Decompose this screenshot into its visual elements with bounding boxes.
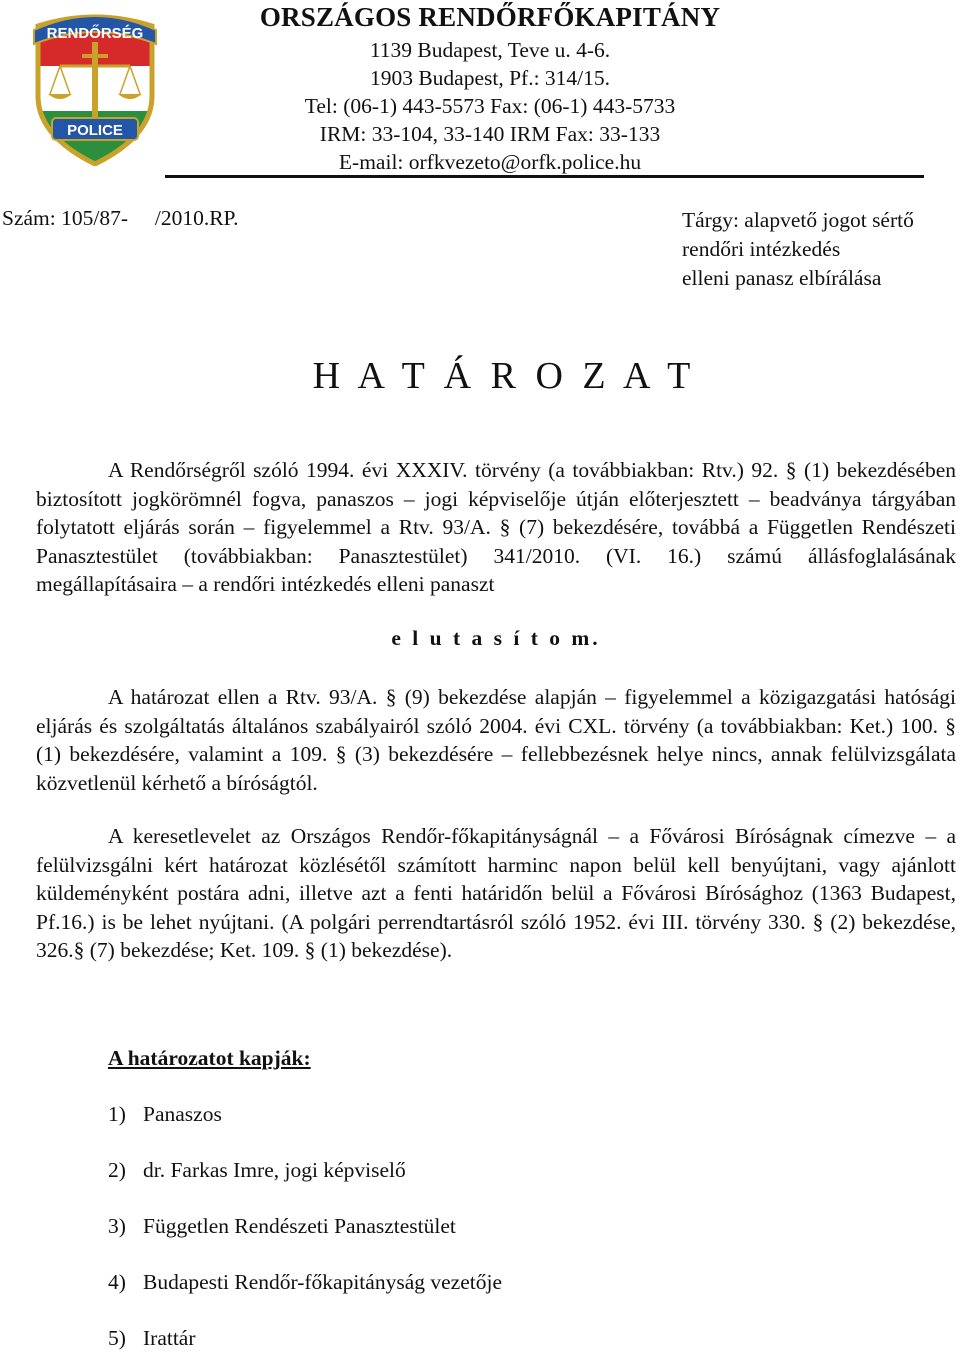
document-title: H A T Á R O Z A T [312, 355, 696, 397]
decision-statement: e l u t a s í t o m. [391, 626, 601, 650]
body-paragraph: A határozat ellen a Rtv. 93/A. § (9) bekezdése alapján – figyelemmel a közigazgatási hatósági eljárás és szolgáltatás általános szabályairól szóló 2004. évi CXL. törvény (a továbbiakban: Ket.) 100. § (1) bekezdésére, valamint a 109. § (3) bekezdésére – fellebbezésnek helye nincs, annak felülvizsgálata közvetlenül kérhető a bíróságtól. [36, 685, 956, 795]
recipient-name: Független Rendészeti Panasztestület [143, 1214, 456, 1238]
recipients-heading: A határozatot kapják: [108, 1046, 311, 1070]
recipient-number: 5) [108, 1326, 126, 1350]
recipient-item [108, 1270, 502, 1295]
subject-line: elleni panasz elbírálása [682, 266, 882, 290]
logo-top-text: RENDŐRSÉG [46, 25, 144, 42]
subject-block [682, 206, 957, 293]
organization-name: ORSZÁGOS RENDŐRFŐKAPITÁNY [259, 2, 721, 32]
recipient-number: 1) [108, 1102, 126, 1126]
subject-line: Tárgy: alapvető jogot sértő [682, 208, 914, 232]
recipient-number: 4) [108, 1270, 126, 1294]
recipient-number: 2) [108, 1158, 126, 1182]
email-line: E-mail: orfkvezeto@orfk.police.hu [338, 150, 642, 174]
header-divider [165, 175, 924, 178]
logo-bottom-text: POLICE [67, 122, 123, 139]
body-paragraph: A Rendőrségről szóló 1994. évi XXXIV. törvény (a továbbiakban: Rtv.) 92. § (1) bekezdésében biztosított jogkörömnél fogva, panaszos – jogi képviselője útján előterjesztett – beadványa tárgyában folytatott eljárás során – figyelemmel a Rtv. 93/A. § (7) bekezdésére, továbbá a Független Rendészeti Panasztestület (továbbiakban: Panasztestület) 341/2010. (VI. 16.) számú állásfoglalásának megállapításaira – a rendőri intézkedés elleni panaszt [36, 458, 956, 596]
recipient-name: Budapesti Rendőr-főkapitányság vezetője [143, 1270, 502, 1294]
irm-line: IRM: 33-104, 33-140 IRM Fax: 33-133 [319, 122, 661, 146]
recipient-item [108, 1102, 222, 1127]
police-emblem-logo [30, 6, 160, 166]
body-paragraph: A keresetlevelet az Országos Rendőr-főkapitányságnál – a Fővárosi Bíróságnak címezve – a felülvizsgálni kért határozat közlésétől számított harminc napon belül kell benyújtani, vagy ajánlott küldeményként postára adni, illetve azt a fenti határidőn belül a Fővárosi Bírósághoz (1363 Budapest, Pf.16.) is be lehet nyújtani. (A polgári perrendtartásról szóló 1952. évi III. törvény 330. § (2) bekezdése, 326.§ (7) bekezdése; Ket. 109. § (1) bekezdése). [36, 824, 956, 962]
address-line: 1139 Budapest, Teve u. 4-6. [369, 38, 611, 62]
recipient-item [108, 1158, 406, 1183]
reference-number: Szám: 105/87- /2010.RP. [2, 206, 239, 230]
address-block [230, 36, 750, 176]
subject-line: rendőri intézkedés [682, 237, 841, 261]
recipient-name: dr. Farkas Imre, jogi képviselő [143, 1158, 406, 1182]
recipient-number: 3) [108, 1214, 126, 1238]
recipient-name: Irattár [143, 1326, 196, 1350]
recipient-name: Panaszos [143, 1102, 222, 1126]
phone-fax-line: Tel: (06-1) 443-5573 Fax: (06-1) 443-5733 [304, 94, 676, 118]
recipient-item [108, 1214, 456, 1239]
address-line: 1903 Budapest, Pf.: 314/15. [369, 66, 611, 90]
recipient-item [108, 1326, 196, 1351]
